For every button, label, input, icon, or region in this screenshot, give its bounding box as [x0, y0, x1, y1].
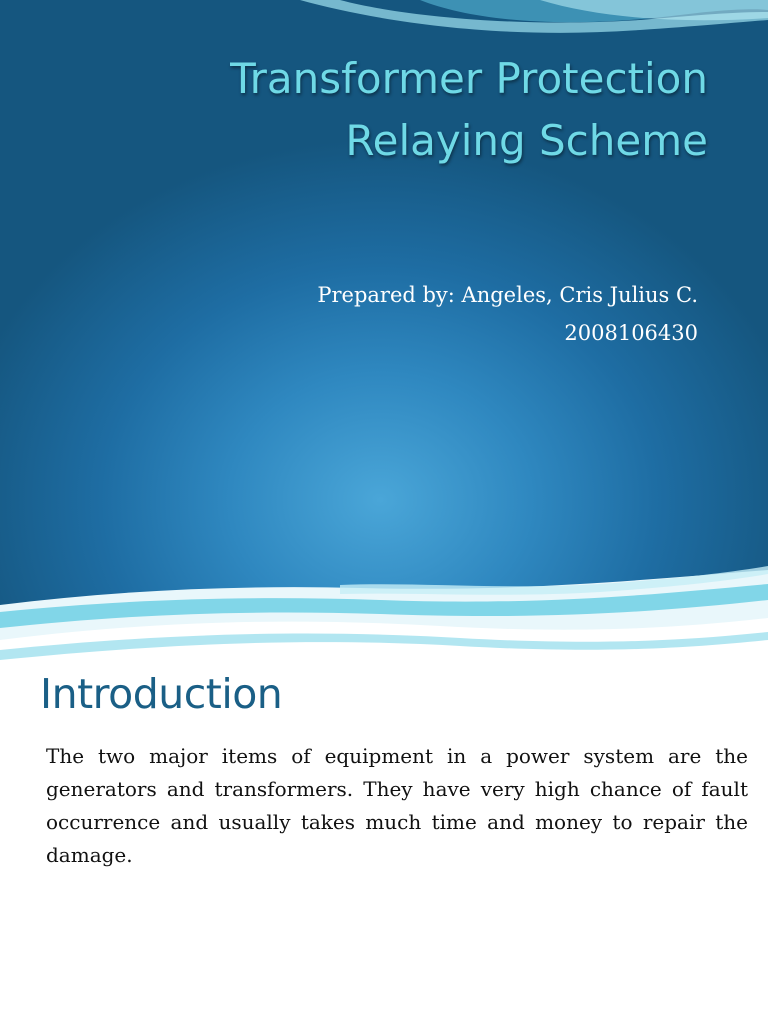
prepared-by-text: Prepared by: Angeles, Cris Julius C. [317, 283, 698, 307]
title-line-1: Transformer Protection [230, 54, 708, 103]
author-info [178, 276, 698, 352]
introduction-slide [0, 660, 768, 1024]
introduction-heading: Introduction [40, 670, 283, 718]
title-line-2: Relaying Scheme [345, 116, 708, 165]
introduction-body: The two major items of equipment in a power system are the generators and transformers. They have very high chance of fault occurrence and usually takes much time and money to repair the damage. [46, 744, 748, 867]
slide-title [108, 48, 708, 172]
student-number: 2008106430 [564, 321, 698, 345]
